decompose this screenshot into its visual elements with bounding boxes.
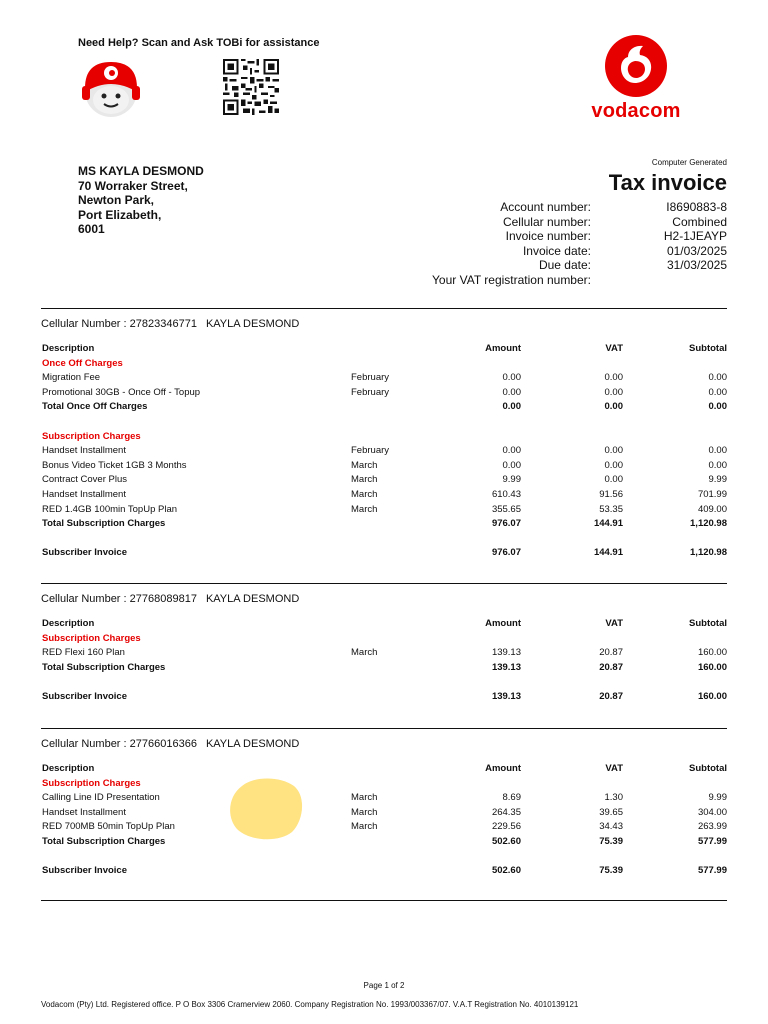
address-line: Newton Park,	[78, 193, 155, 207]
table-row	[41, 646, 727, 661]
charge-group-heading	[41, 430, 727, 445]
charge-month: February	[351, 372, 390, 384]
column-header-amount: Amount	[485, 343, 521, 354]
column-header-vat: VAT	[605, 343, 623, 354]
column-header-description: Description	[42, 763, 95, 774]
charge-month: March	[351, 488, 378, 500]
charge-subtotal: 0.00	[708, 445, 727, 457]
cellular-number: Cellular Number : 27823346771	[41, 318, 197, 330]
charge-description: Total Subscription Charges	[42, 518, 166, 530]
meta-label: Your VAT registration number:	[432, 272, 591, 287]
charge-amount: 502.60	[491, 865, 521, 877]
document-title: Tax invoice	[608, 170, 727, 195]
charge-description: Calling Line ID Presentation	[42, 792, 160, 804]
charge-description: RED Flexi 160 Plan	[42, 647, 125, 659]
charge-amount: 139.13	[491, 661, 521, 673]
charge-description: Handset Installment	[42, 445, 126, 457]
qr-code-icon	[221, 59, 281, 115]
charge-description: Total Subscription Charges	[42, 661, 166, 673]
cellular-number-heading	[41, 318, 299, 330]
charge-amount: 8.69	[502, 792, 521, 804]
table-row	[41, 820, 727, 835]
charge-vat: 20.87	[599, 647, 623, 659]
customer-address	[78, 164, 204, 237]
charge-vat: 0.00	[604, 386, 623, 398]
charge-description: RED 1.4GB 100min TopUp Plan	[42, 503, 178, 515]
charge-vat: 0.00	[604, 459, 623, 471]
meta-row-invoice-number	[400, 229, 727, 244]
charge-month: March	[351, 792, 378, 804]
charges-table	[41, 617, 727, 705]
charge-vat: 20.87	[599, 690, 623, 702]
table-header	[41, 342, 727, 357]
charge-vat: 0.00	[604, 445, 623, 457]
page-number: Page 1 of 2	[363, 981, 405, 990]
charge-month: February	[351, 445, 390, 457]
column-header-vat: VAT	[605, 763, 623, 774]
meta-label: Account number:	[500, 200, 591, 214]
charge-subtotal: 304.00	[697, 806, 727, 818]
table-row	[41, 386, 727, 401]
meta-value: I8690883-8	[666, 200, 727, 214]
charge-amount: 0.00	[502, 372, 521, 384]
section-divider	[41, 583, 727, 584]
charge-amount: 0.00	[502, 445, 521, 457]
charge-month: March	[351, 503, 378, 515]
table-header	[41, 762, 727, 777]
company-footer: Vodacom (Pty) Ltd. Registered office. P O Box 3306 Cramerview 2060. Company Registration No. 1993/003367/07. V.A.T Registration No. 4010139121	[41, 1000, 579, 1009]
cellular-number: Cellular Number : 27768089817	[41, 593, 197, 605]
charge-description: Bonus Video Ticket 1GB 3 Months	[42, 459, 187, 471]
charge-description: Total Once Off Charges	[42, 401, 148, 413]
charge-vat: 39.65	[599, 806, 623, 818]
charge-amount: 976.07	[491, 518, 521, 530]
brand-wordmark: vodacom	[591, 100, 681, 122]
charge-subtotal: 1,120.98	[690, 518, 727, 530]
charge-subtotal: 160.00	[697, 690, 727, 702]
meta-value: Combined	[672, 214, 727, 229]
invoice-meta	[400, 200, 727, 288]
charge-vat: 0.00	[604, 401, 623, 413]
charge-subtotal: 0.00	[708, 386, 727, 398]
charge-description: Subscriber Invoice	[42, 547, 128, 559]
charge-subtotal: 160.00	[697, 647, 727, 659]
total-row	[41, 864, 727, 879]
charge-description: Migration Fee	[42, 372, 101, 384]
customer-name: MS KAYLA DESMOND	[78, 164, 204, 178]
column-header-vat: VAT	[605, 618, 623, 629]
charge-vat: 144.91	[593, 547, 623, 559]
column-header-subtotal: Subtotal	[689, 618, 727, 629]
charge-month: March	[351, 647, 378, 659]
column-header-amount: Amount	[485, 618, 521, 629]
total-row	[41, 690, 727, 705]
computer-generated-note: Computer Generated	[651, 158, 727, 167]
meta-value: H2-1JEAYP	[663, 229, 727, 244]
charge-amount: 139.13	[491, 690, 521, 702]
row-spacer	[41, 532, 727, 547]
charge-vat: 34.43	[599, 821, 623, 833]
charge-vat: 0.00	[604, 372, 623, 384]
charge-month: March	[351, 474, 378, 486]
charge-month: March	[351, 459, 378, 471]
charge-description: Handset Installment	[42, 488, 126, 500]
meta-value: 31/03/2025	[666, 258, 727, 273]
charge-subtotal: 263.99	[697, 821, 727, 833]
meta-label: Invoice date:	[522, 243, 591, 258]
subscriber-name: KAYLA DESMOND	[205, 738, 300, 750]
charge-subtotal: 409.00	[697, 503, 727, 515]
charge-description: Subscription Charges	[42, 632, 141, 644]
charge-description: RED 700MB 50min TopUp Plan	[42, 821, 175, 833]
charge-subtotal: 577.99	[697, 865, 727, 877]
row-spacer	[41, 850, 727, 865]
charge-vat: 75.39	[599, 835, 623, 847]
charge-subtotal: 160.00	[697, 661, 727, 673]
charge-subtotal: 0.00	[708, 459, 727, 471]
total-row	[41, 546, 727, 561]
charge-vat: 0.00	[604, 474, 623, 486]
charge-amount: 229.56	[491, 821, 521, 833]
help-text: Need Help? Scan and Ask TOBi for assistance	[78, 37, 320, 49]
charge-amount: 139.13	[491, 647, 521, 659]
total-row	[41, 517, 727, 532]
charges-table	[41, 342, 727, 561]
subscriber-name: KAYLA DESMOND	[205, 318, 300, 330]
column-header-subtotal: Subtotal	[689, 343, 727, 354]
charge-description: Subscription Charges	[42, 777, 141, 789]
address-line: Port Elizabeth,	[78, 207, 162, 222]
cellular-number: Cellular Number : 27766016366	[41, 738, 197, 750]
table-row	[41, 459, 727, 474]
charge-subtotal: 701.99	[697, 488, 727, 500]
charge-description: Once Off Charges	[42, 357, 123, 369]
charge-amount: 9.99	[502, 474, 521, 486]
redaction-blob	[228, 776, 304, 842]
charge-amount: 0.00	[502, 459, 521, 471]
cellular-number-heading	[41, 593, 299, 605]
charge-description: Subscriber Invoice	[42, 865, 128, 877]
charge-vat: 53.35	[599, 503, 623, 515]
meta-label: Due date:	[538, 258, 591, 273]
meta-label: Invoice number:	[505, 229, 591, 244]
column-header-description: Description	[42, 618, 95, 629]
charge-group-heading	[41, 357, 727, 372]
charge-amount: 502.60	[491, 835, 521, 847]
column-header-subtotal: Subtotal	[689, 763, 727, 774]
charge-description: Subscriber Invoice	[42, 690, 128, 702]
total-row	[41, 661, 727, 676]
charge-month: March	[351, 806, 378, 818]
table-row	[41, 503, 727, 518]
row-spacer	[41, 415, 727, 430]
charge-description: Contract Cover Plus	[42, 474, 128, 486]
column-header-description: Description	[42, 343, 95, 354]
charge-month: February	[351, 386, 390, 398]
meta-row-vat-number	[400, 273, 727, 288]
charge-amount: 264.35	[491, 806, 521, 818]
charges-table	[41, 762, 727, 879]
charge-vat: 20.87	[599, 661, 623, 673]
meta-label: Cellular number:	[502, 214, 591, 229]
charge-amount: 0.00	[502, 401, 521, 413]
charge-vat: 75.39	[599, 865, 623, 877]
charge-subtotal: 0.00	[708, 372, 727, 384]
charge-amount: 355.65	[491, 503, 521, 515]
table-row	[41, 488, 727, 503]
meta-value: 01/03/2025	[666, 243, 727, 258]
total-row	[41, 400, 727, 415]
charge-subtotal: 0.00	[708, 401, 727, 413]
row-spacer	[41, 675, 727, 690]
meta-value	[591, 273, 727, 288]
charge-subtotal: 1,120.98	[690, 547, 727, 559]
table-row	[41, 444, 727, 459]
address-line: 6001	[78, 222, 105, 236]
charge-vat: 144.91	[593, 518, 623, 530]
subscriber-name: KAYLA DESMOND	[205, 593, 300, 605]
section-divider	[41, 308, 727, 309]
charge-subtotal: 9.99	[708, 474, 727, 486]
meta-row-account	[400, 200, 727, 215]
charge-amount: 976.07	[491, 547, 521, 559]
meta-row-cellular	[400, 215, 727, 230]
charge-amount: 610.43	[491, 488, 521, 500]
charge-description: Total Subscription Charges	[42, 835, 166, 847]
charge-group-heading	[41, 777, 727, 792]
charge-amount: 0.00	[502, 386, 521, 398]
column-header-amount: Amount	[485, 763, 521, 774]
cellular-number-heading	[41, 738, 299, 750]
table-row	[41, 473, 727, 488]
table-header	[41, 617, 727, 632]
charge-month: March	[351, 821, 378, 833]
charge-description: Handset Installment	[42, 806, 126, 818]
table-row	[41, 806, 727, 821]
meta-row-invoice-date	[400, 244, 727, 259]
charge-subtotal: 577.99	[697, 835, 727, 847]
section-divider	[41, 728, 727, 729]
address-line: 70 Worraker Street,	[78, 178, 188, 193]
charge-group-heading	[41, 632, 727, 647]
meta-row-due-date	[400, 258, 727, 273]
tobi-mascot-icon	[80, 58, 142, 120]
charge-description: Promotional 30GB - Once Off - Topup	[42, 386, 201, 398]
table-row	[41, 371, 727, 386]
charge-vat: 1.30	[604, 792, 623, 804]
section-divider	[41, 900, 727, 901]
total-row	[41, 835, 727, 850]
charge-description: Subscription Charges	[42, 430, 141, 442]
charge-subtotal: 9.99	[708, 792, 727, 804]
charge-vat: 91.56	[599, 488, 623, 500]
table-row	[41, 791, 727, 806]
